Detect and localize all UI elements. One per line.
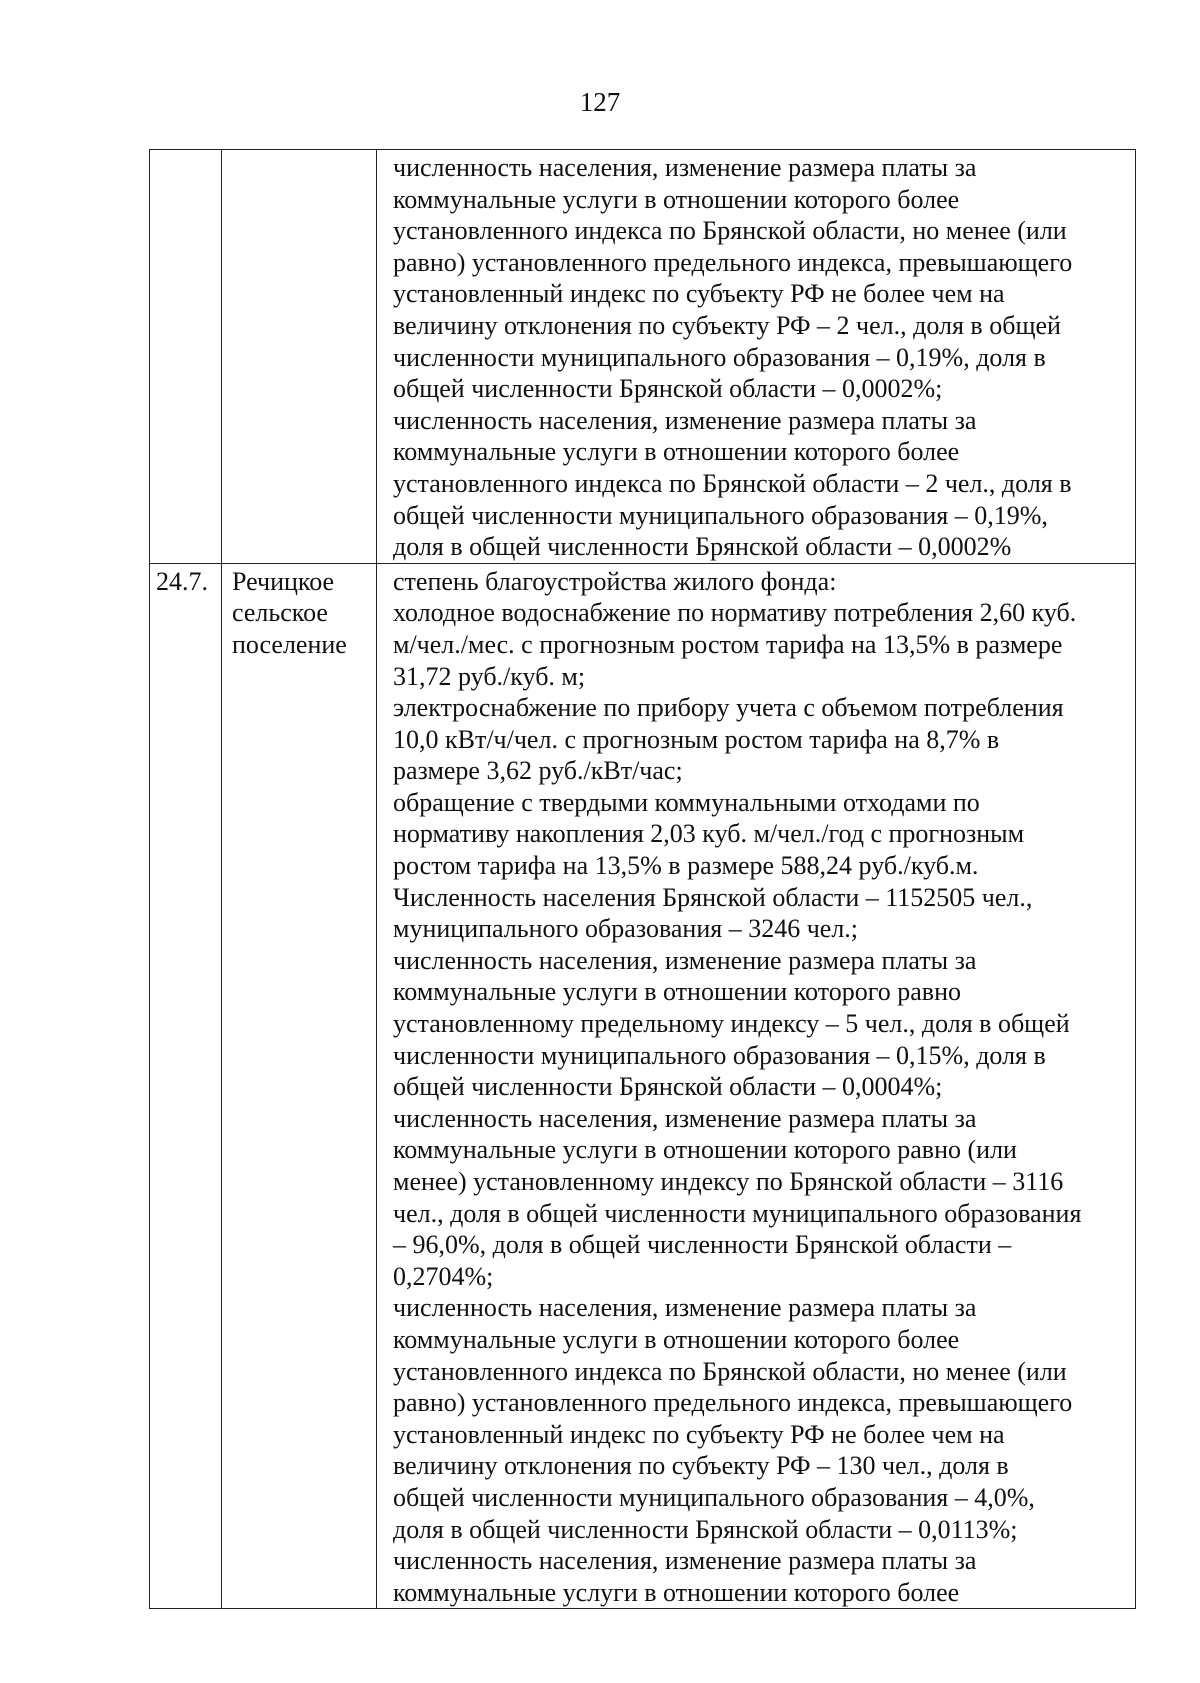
description-line: коммунальные услуги в отношении которого более [393, 1324, 960, 1354]
description-line: установленному предельному индексу – 5 чел., доля в общей [393, 1009, 1070, 1039]
description-line: общей численности муниципального образования – 0,19%, [393, 500, 1048, 530]
description-line: численность населения, изменение размера платы за [393, 405, 977, 435]
description-line: менее) установленному индексу по Брянской области – 3116 [393, 1167, 1064, 1196]
description-line: 0,2704%; [393, 1261, 494, 1291]
row-number: 24.7. [156, 566, 208, 596]
description-line: установленного индекса по Брянской области, но менее (или [393, 1356, 1067, 1386]
description-line: ростом тарифа на 13,5% в размере 588,24 руб./куб.м. [393, 851, 979, 881]
description-line: коммунальные услуги в отношении которого более [393, 1577, 960, 1607]
description-line: 31,72 руб./куб. м; [393, 661, 586, 691]
description-line: величину отклонения по субъекту РФ – 130 чел., доля в [393, 1451, 1009, 1481]
row-number-cell [150, 150, 222, 564]
municipality-name-cell [222, 563, 377, 1609]
description-line: установленный индекс по субъекту РФ не более чем на [393, 1419, 1005, 1449]
description-line: численность населения, изменение размера платы за [393, 153, 977, 182]
description-line: 10,0 кВт/ч/чел. с прогнозным ростом тарифа на 8,7% в [393, 724, 1000, 754]
municipality-name-line: Речицкое [232, 566, 335, 596]
description-line: численности муниципального образования – 0,19%, доля в [393, 342, 1046, 372]
description-line: численность населения, изменение размера платы за [393, 945, 977, 975]
description-line: муниципального образования – 3246 чел.; [393, 914, 859, 944]
description-line: – 96,0%, доля в общей численности Брянской области – [393, 1230, 1012, 1260]
description-line: равно) установленного предельного индекса, превышающего [393, 1388, 1073, 1418]
description-line: коммунальные услуги в отношении которого равно (или [393, 1135, 1017, 1165]
table-row [150, 150, 1136, 564]
description-line: численность населения, изменение размера платы за [393, 1546, 977, 1576]
description-line: обращение с твердыми коммунальными отходами по [393, 787, 980, 817]
description-line: м/чел./мес. с прогнозным ростом тарифа на 13,5% в размере [393, 629, 1063, 659]
municipality-name-line: сельское [232, 598, 328, 628]
description-line: численность населения, изменение размера платы за [393, 1293, 977, 1323]
description-line: доля в общей численности Брянской области – 0,0002% [393, 532, 1012, 562]
description-line: холодное водоснабжение по нормативу потребления 2,60 куб. [393, 598, 1077, 628]
description-line: установленного индекса по Брянской области, но менее (или [393, 216, 1067, 246]
description-line: установленного индекса по Брянской области – 2 чел., доля в [393, 468, 1072, 498]
description-line: величину отклонения по субъекту РФ – 2 чел., доля в общей [393, 310, 1061, 340]
description-line: численности муниципального образования – 0,15%, доля в [393, 1040, 1046, 1070]
page-number: 127 [579, 87, 621, 117]
description-line: Численность населения Брянской области – 1152505 чел., [393, 882, 1033, 912]
description-line: равно) установленного предельного индекса, превышающего [393, 247, 1073, 277]
description-line: общей численности Брянской области – 0,0004%; [393, 1072, 943, 1102]
municipality-name-cell [222, 150, 377, 564]
description-line: электроснабжение по прибору учета с объемом потребления [393, 693, 1064, 723]
document-table [149, 149, 1136, 1609]
description-line: доля в общей численности Брянской области – 0,0113%; [393, 1514, 1018, 1544]
description-line: численность населения, изменение размера платы за [393, 1103, 977, 1133]
municipality-name-line: поселение [232, 629, 347, 659]
description-line: коммунальные услуги в отношении которого более [393, 184, 960, 214]
description-line: нормативу накопления 2,03 куб. м/чел./год с прогнозным [393, 819, 1025, 849]
table-row [150, 563, 1136, 1609]
description-line: общей численности Брянской области – 0,0002%; [393, 374, 943, 404]
description-line: размере 3,62 руб./кВт/час; [393, 756, 683, 786]
description-line: общей численности муниципального образования – 4,0%, [393, 1482, 1035, 1512]
description-cell [377, 150, 1136, 564]
description-line: установленный индекс по субъекту РФ не более чем на [393, 279, 1005, 309]
description-cell [377, 563, 1136, 1609]
row-number-cell [150, 563, 222, 1609]
description-line: степень благоустройства жилого фонда: [393, 566, 837, 596]
description-line: коммунальные услуги в отношении которого более [393, 437, 960, 467]
description-line: коммунальные услуги в отношении которого равно [393, 977, 962, 1007]
description-line: чел., доля в общей численности муниципального образования [393, 1198, 1082, 1228]
